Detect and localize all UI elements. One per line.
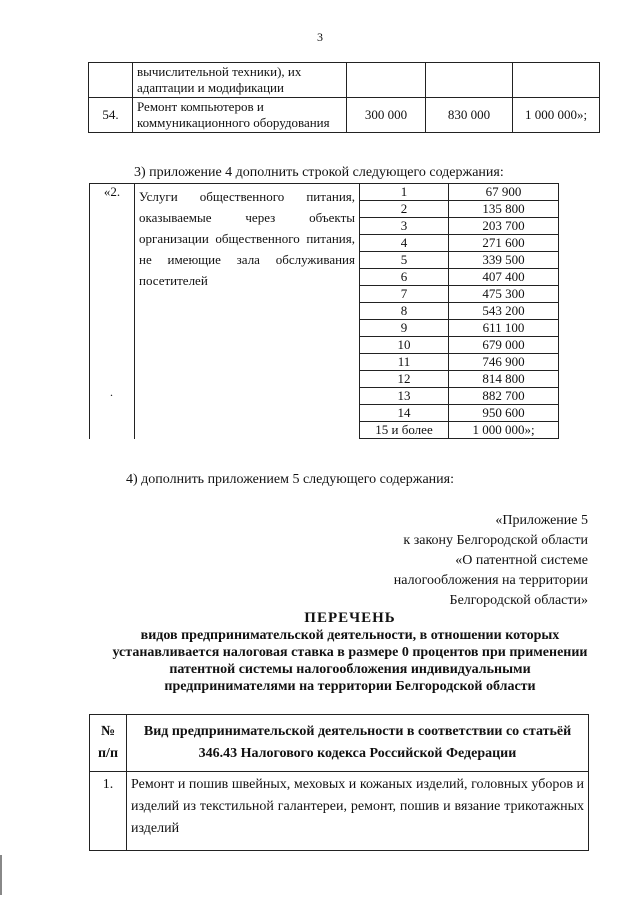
employee-count: 13 bbox=[360, 388, 449, 405]
table-row bbox=[89, 63, 600, 98]
header-number: № п/п bbox=[90, 715, 127, 772]
income-value: 543 200 bbox=[449, 303, 559, 320]
appendix-line: «О патентной системе bbox=[455, 553, 588, 568]
row-number: 1. bbox=[90, 772, 127, 851]
title-line: устанавливается налоговая ставка в размере 0 процентов при применении bbox=[112, 645, 588, 660]
activity-rates-table bbox=[88, 62, 600, 133]
employee-count: 4 bbox=[360, 235, 449, 252]
income-value: 611 100 bbox=[449, 320, 559, 337]
employee-count: 9 bbox=[360, 320, 449, 337]
appendix-caption bbox=[394, 511, 588, 611]
header-activity: Вид предпринимательской деятельности в соответствии со статьёй 346.43 Налогового кодекса Российской Федерации bbox=[127, 715, 589, 772]
employee-count: 5 bbox=[360, 252, 449, 269]
header-row bbox=[90, 715, 589, 772]
rate-2: 830 000 bbox=[426, 98, 513, 133]
income-value: 475 300 bbox=[449, 286, 559, 303]
income-value: 814 800 bbox=[449, 371, 559, 388]
income-value: 67 900 bbox=[449, 184, 559, 201]
employee-count: 7 bbox=[360, 286, 449, 303]
income-value: 271 600 bbox=[449, 235, 559, 252]
appendix-line: Белгородской области» bbox=[449, 593, 588, 608]
list-title bbox=[0, 610, 640, 695]
stray-mark: . bbox=[110, 385, 113, 399]
item-3-text: 3) приложение 4 дополнить строкой следующего содержания: bbox=[134, 165, 504, 180]
appendix-line: к закону Белгородской области bbox=[403, 533, 588, 548]
income-value: 339 500 bbox=[449, 252, 559, 269]
employee-count: 14 bbox=[360, 405, 449, 422]
employee-count: 6 bbox=[360, 269, 449, 286]
rate-3: 1 000 000»; bbox=[513, 98, 600, 133]
rate-3 bbox=[513, 63, 600, 98]
table-row bbox=[90, 184, 559, 201]
title-line: видов предпринимательской деятельности, в отношении которых bbox=[140, 628, 560, 643]
title-line: патентной системы налогообложения индивидуальными bbox=[169, 662, 531, 677]
row-number: «2. bbox=[90, 184, 135, 439]
rate-1 bbox=[347, 63, 426, 98]
row-number: 54. bbox=[89, 98, 133, 133]
page-number: 3 bbox=[317, 30, 323, 44]
employee-count: 1 bbox=[360, 184, 449, 201]
income-value: 746 900 bbox=[449, 354, 559, 371]
appendix-line: «Приложение 5 bbox=[495, 513, 588, 528]
scan-edge-mark bbox=[0, 855, 2, 895]
income-value: 882 700 bbox=[449, 388, 559, 405]
title-line: предпринимателями на территории Белгородской области bbox=[164, 679, 536, 694]
table-row bbox=[90, 772, 589, 851]
income-value: 679 000 bbox=[449, 337, 559, 354]
rate-1: 300 000 bbox=[347, 98, 426, 133]
income-value: 950 600 bbox=[449, 405, 559, 422]
activity-description: Ремонт и пошив швейных, меховых и кожаных изделий, головных уборов и изделий из текстильной галантереи, ремонт, пошив и вязание трикотажных изделий bbox=[127, 772, 589, 851]
service-description: Услуги общественного питания, оказываемые через объекты организации общественного питания, не имеющие зала обслуживания посетителей bbox=[135, 184, 360, 439]
zero-rate-activities-table bbox=[89, 714, 589, 851]
income-value: 203 700 bbox=[449, 218, 559, 235]
activity-description: вычислительной техники), их адаптации и модификации bbox=[133, 63, 347, 98]
services-rate-table bbox=[89, 183, 559, 439]
title-heading: ПЕРЕЧЕНЬ bbox=[304, 610, 396, 626]
item-4-text: 4) дополнить приложением 5 следующего содержания: bbox=[126, 472, 454, 487]
activity-description: Ремонт компьютеров и коммуникационного оборудования bbox=[133, 98, 347, 133]
employee-count: 12 bbox=[360, 371, 449, 388]
employee-count: 11 bbox=[360, 354, 449, 371]
table-row bbox=[89, 98, 600, 133]
employee-count: 8 bbox=[360, 303, 449, 320]
income-value: 135 800 bbox=[449, 201, 559, 218]
appendix-line: налогообложения на территории bbox=[393, 573, 588, 588]
row-number bbox=[89, 63, 133, 98]
employee-count: 15 и более bbox=[360, 422, 449, 439]
employee-count: 2 bbox=[360, 201, 449, 218]
income-value: 1 000 000»; bbox=[449, 422, 559, 439]
employee-count: 10 bbox=[360, 337, 449, 354]
rate-2 bbox=[426, 63, 513, 98]
employee-count: 3 bbox=[360, 218, 449, 235]
income-value: 407 400 bbox=[449, 269, 559, 286]
